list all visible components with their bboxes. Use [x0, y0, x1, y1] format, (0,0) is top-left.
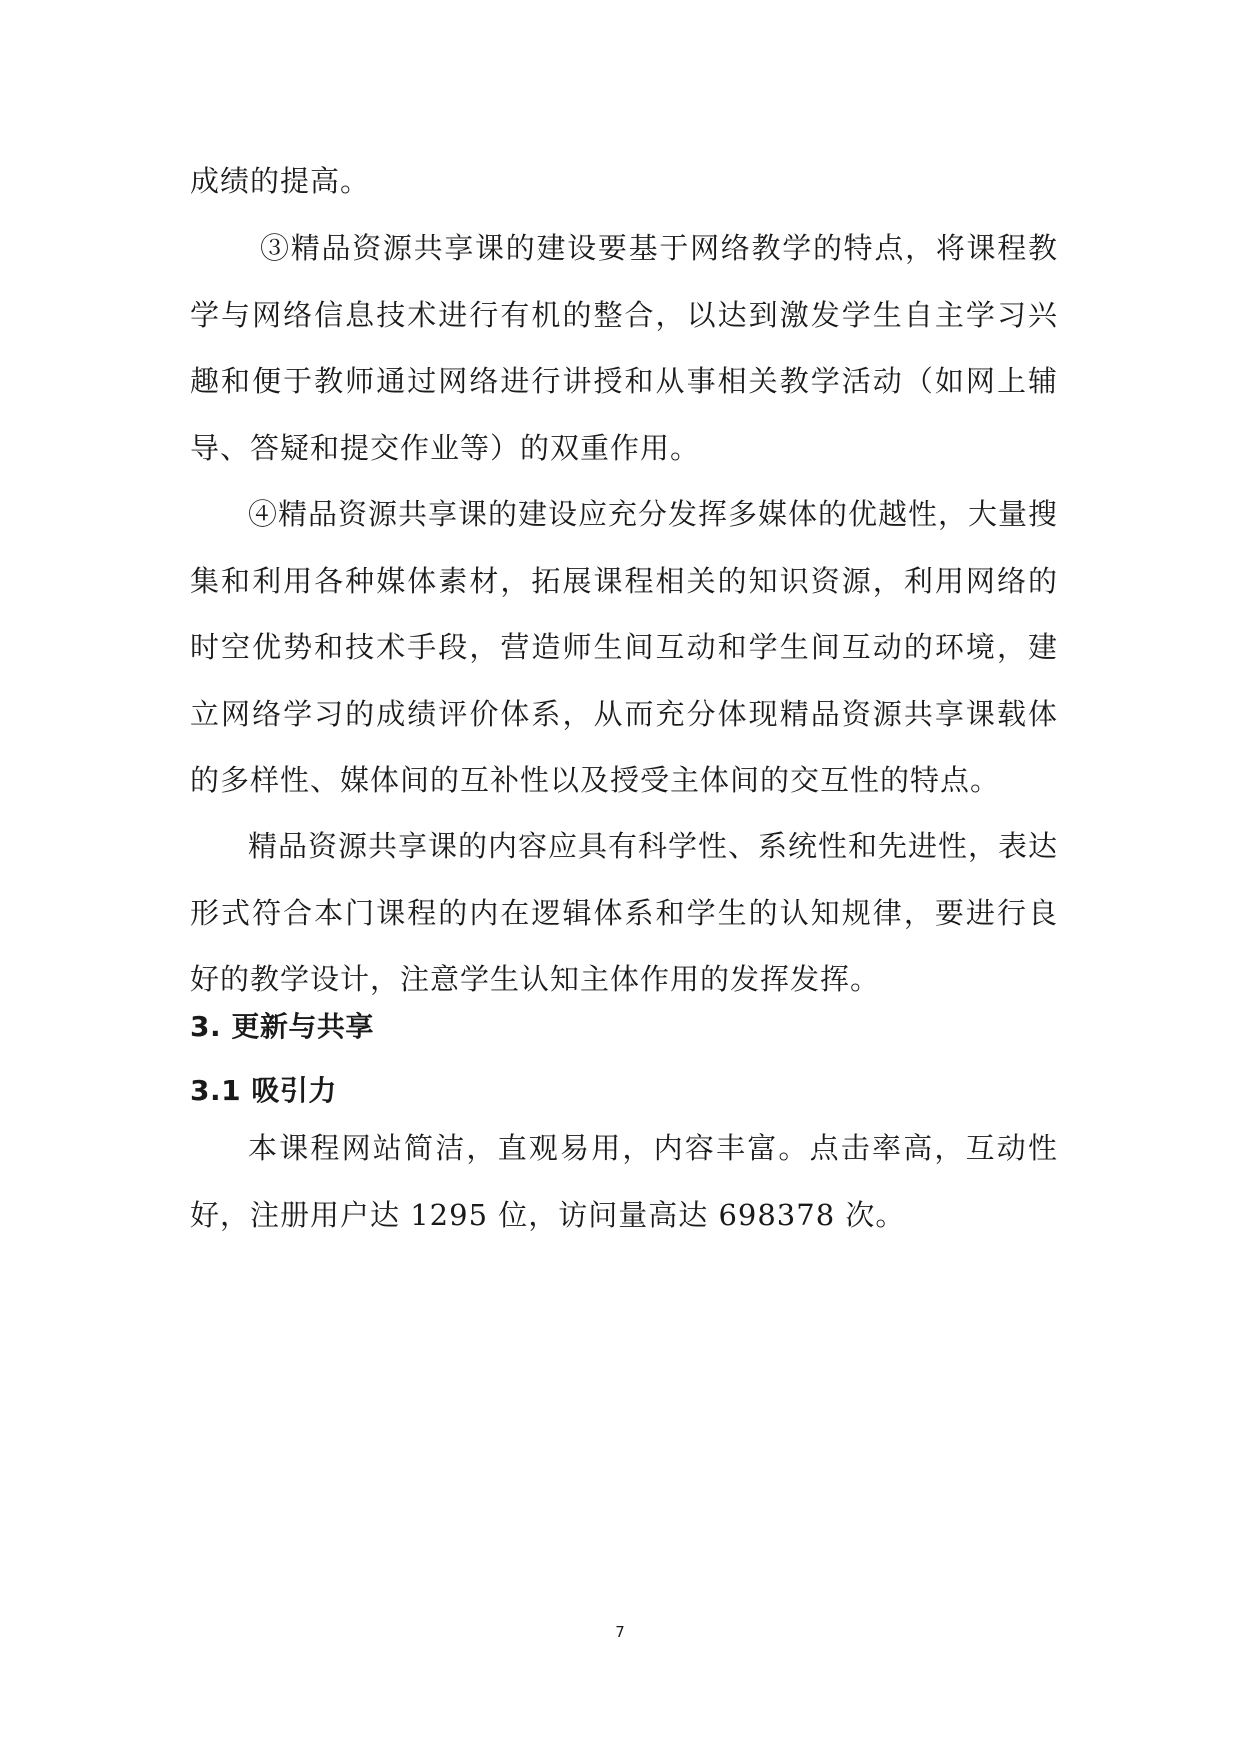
section-heading-3: 3. 更新与共享 [190, 1010, 374, 1043]
paragraph-point-4: ④精品资源共享课的建设应充分发挥多媒体的优越性，大量搜集和利用各种媒体素材，拓展课程相关的知识资源，利用网络的时空优势和技术手段，营造师生间互动和学生间互动的环境，建立网络学习的成绩评价体系，从而充分体现精品资源共享课载体的多样性、媒体间的互补性以及授受主体间的交互性的特点。 [190, 497, 1059, 797]
section-heading-3-1: 3.1 吸引力 [190, 1074, 337, 1107]
paragraph-attractiveness: 本课程网站简洁，直观易用，内容丰富。点击率高，互动性好，注册用户达 1295 位，访问量高达 698378 次。 [190, 1131, 1058, 1232]
page-number: 7 [615, 1623, 625, 1641]
paragraph-content-requirements: 精品资源共享课的内容应具有科学性、系统性和先进性，表达形式符合本门课程的内在逻辑体系和学生的认知规律，要进行良好的教学设计，注意学生认知主体作用的发挥发挥。 [190, 829, 1059, 996]
paragraph-point-3: ③精品资源共享课的建设要基于网络教学的特点，将课程教学与网络信息技术进行有机的整合，以达到激发学生自主学习兴趣和便于教师通过网络进行讲授和从事相关教学活动（如网上辅导、答疑和提交作业等）的双重作用。 [190, 231, 1058, 465]
paragraph-continuation: 成绩的提高。 [190, 164, 371, 198]
